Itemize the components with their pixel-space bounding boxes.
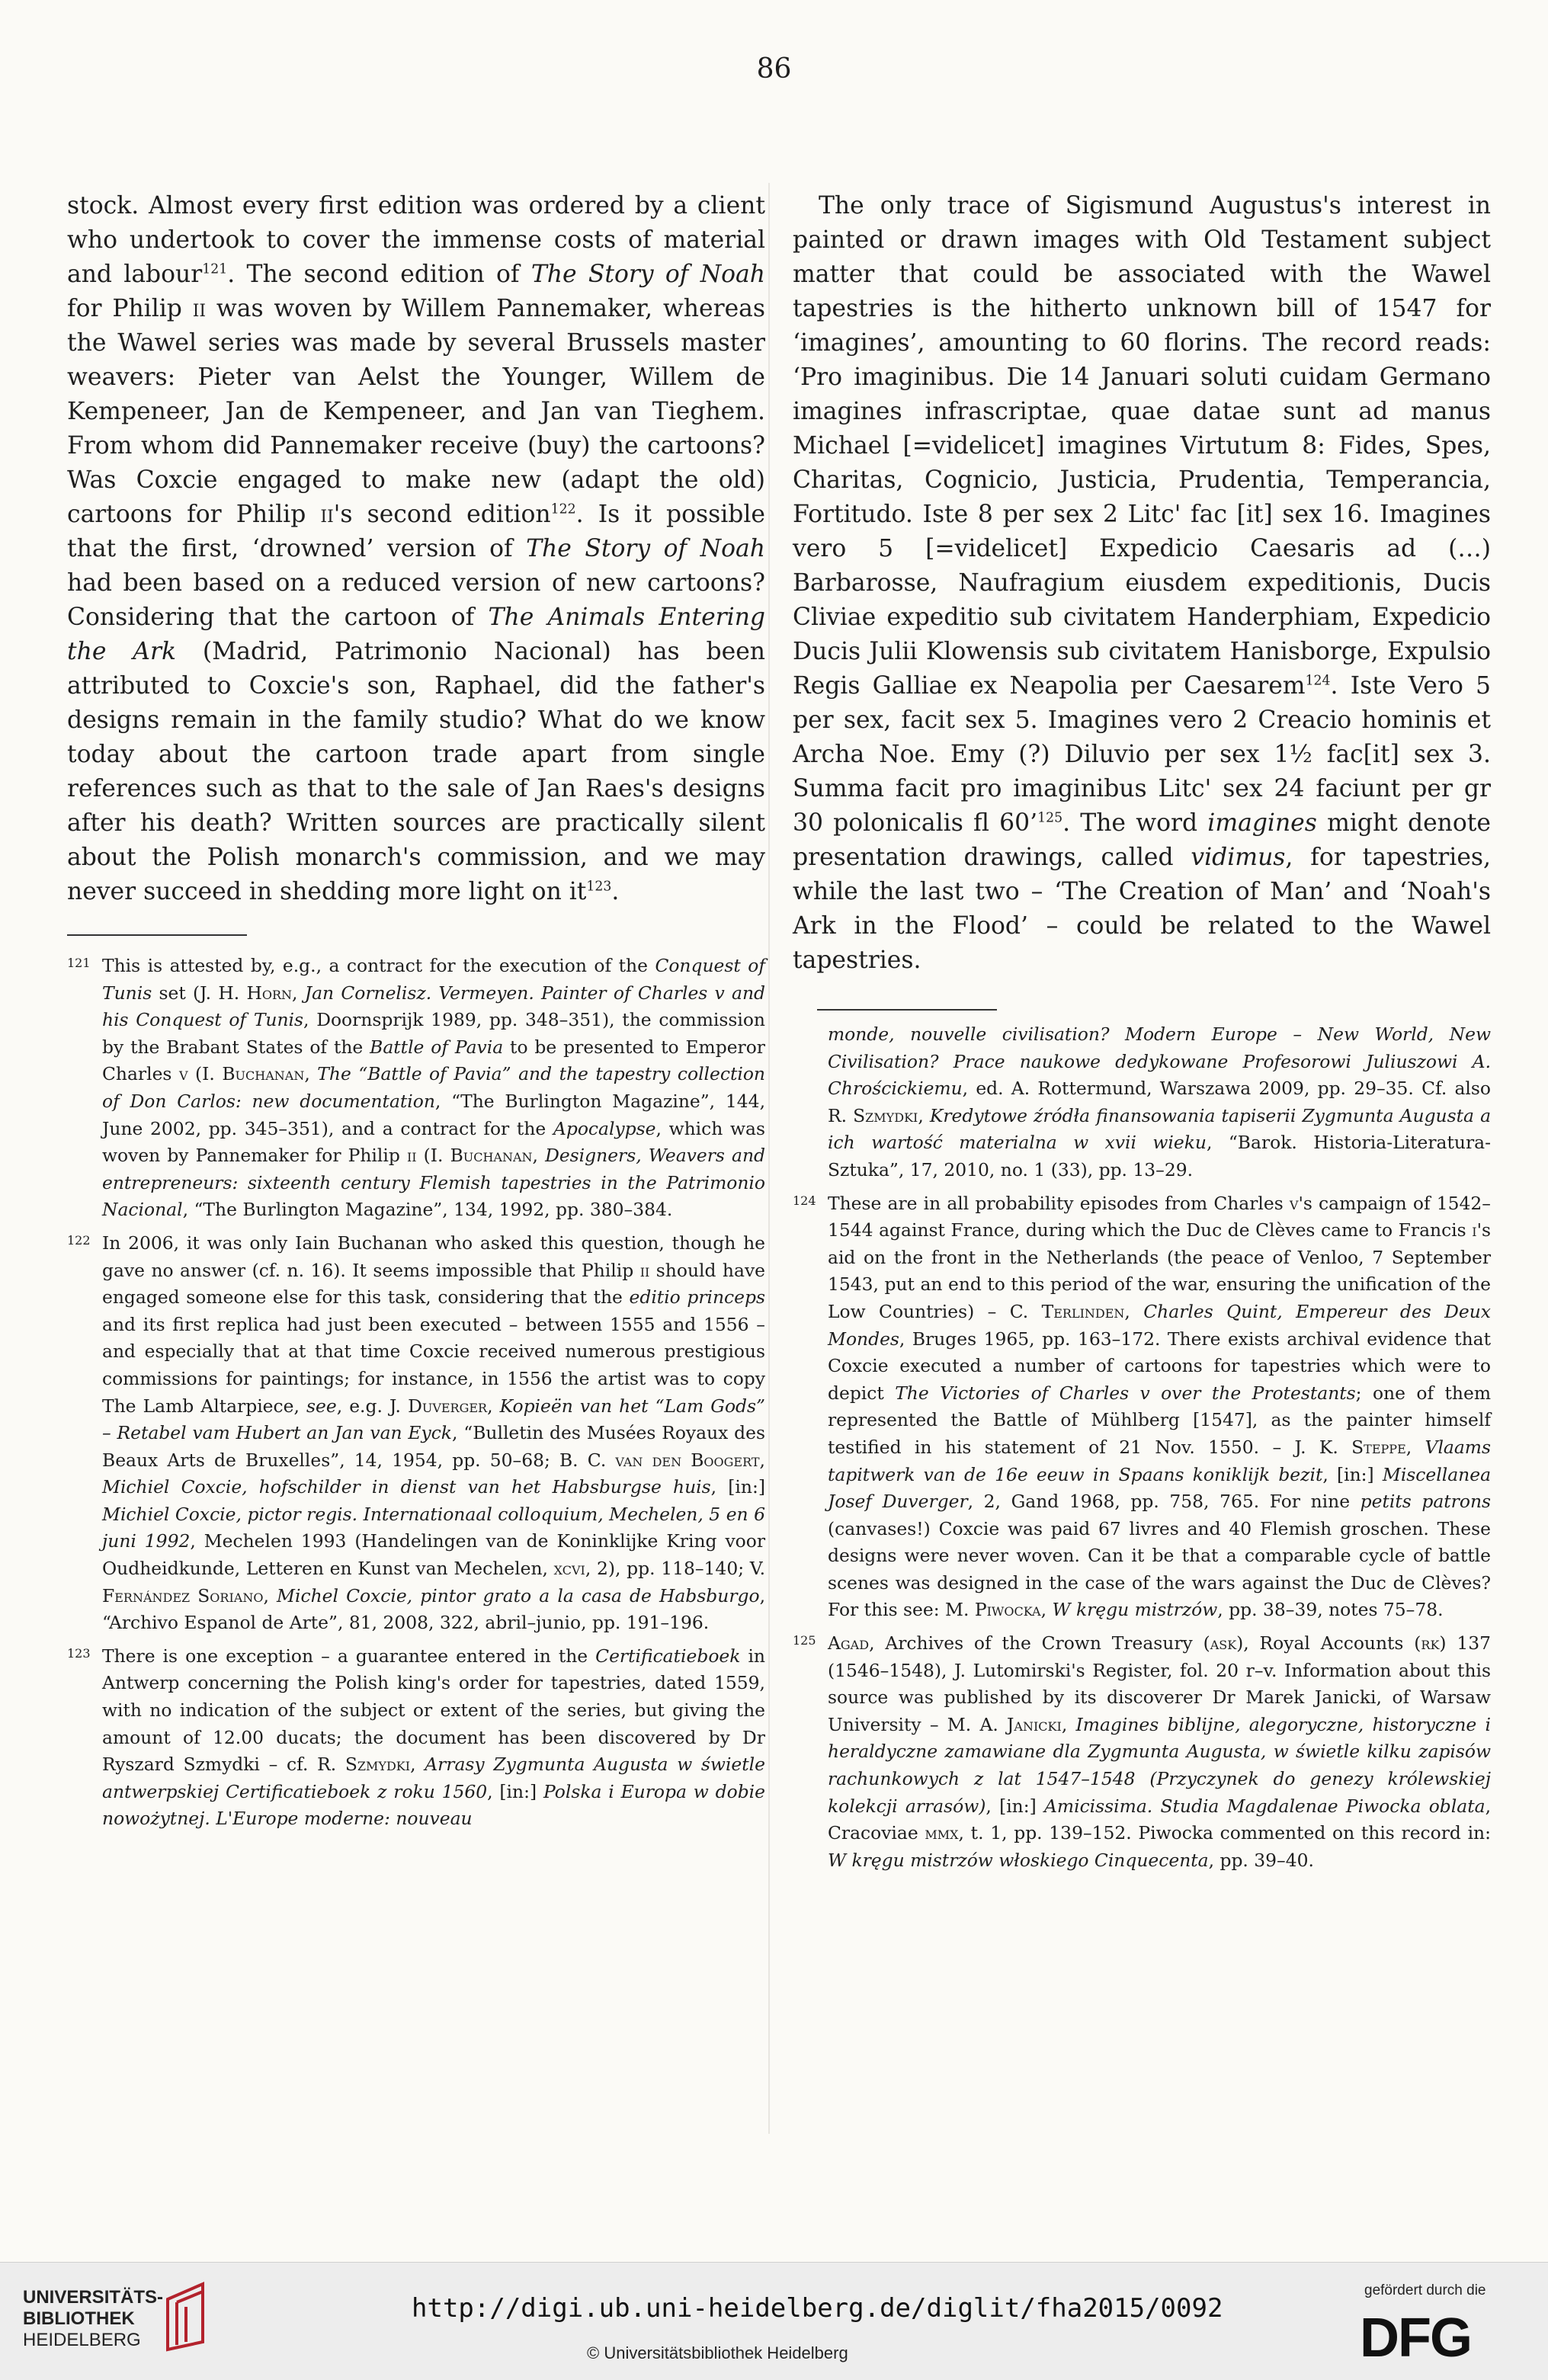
library-name-line1: UNIVERSITÄTS-: [23, 2287, 164, 2308]
footnote-123-continued: monde, nouvelle civilisation? Modern Europe – New World, New Civilisation? Prace naukowe dedykowane Profesorowi Juliuszowi A. Chrościckiemu, ed. A. Rottermund, Warszawa 2009, pp. 29–35. Cf. also R. Szmydki, Kredytowe źródła finansowania tapiserii Zygmunta Augusta a ich wartość materialna w xvii wieku, “Barok. Historia-Literatura-Sztuka”, 17, 2010, no. 1 (33), pp. 13–29.: [828, 1023, 1492, 1180]
right-footnotes: [793, 1021, 1491, 1880]
left-column-body: [67, 189, 765, 909]
dfg-logo[interactable]: DFG: [1360, 2308, 1471, 2369]
library-logo[interactable]: [23, 2287, 163, 2351]
footnote-rule: [67, 934, 247, 936]
body-paragraph: The only trace of Sigismund Augustus's interest in painted or drawn images with Old Testament subject matter that could be associated with the Wawel tapestries is the hitherto unknown bill of 1547 for ‘imagines’, amounting to 60 florins. The record reads: ‘Pro imaginibus. Die 14 Januari soluti cuidam Germano imagines infrascriptae, quae datae sunt ad manus Michael [=videlicet] imagines Virtutum 8: Fides, Spes, Charitas, Cognicio, Justicia, Prudentia, Temperancia, Fortitudo. Iste 8 per sex 2 Litc' fac [it] sex 16. Imagines vero 5 [=videlicet] Expedicio Caesaris ad (…) Barbarosse, Naufragium eiusdem expeditionis, Ducis Cliviae expeditio sub civitatem Handerphiam, Expedicio Ducis Julii Klowensis sub civitatem Hanisborge, Expulsio Regis Galliae ex Neapolia per Caesarem$^{124}$. Iste Vero 5 per sex, facit sex 5. Imagines vero 2 Creacio hominis et Archa Noe. Emy (?) Diluvio per sex 1½ fac[it] sex 3. Summa facit pro imaginibus Litc' sex 24 faciunt per gr 30 polonicalis fl 60’$^{125}$. The word imagines might denote presentation drawings, called vidimus, for tapestries, while the last two – ‘The Creation of Man’ and ‘Noah's Ark in the Flood’ – could be related to the Wawel tapestries.: [793, 192, 1492, 974]
footnote-125: 125 Agad, Archives of the Crown Treasury (ask), Royal Accounts (rk) 137 (1546–1548), J. Lutomirski's Register, fol. 20 r–v. Information about this source was published by its discoverer Dr Marek Janicki, of Warsaw University – M. A. Janicki, Imagines biblijne, alegoryczne, historyczne i heraldyczne zamawiane dla Zygmunta Augusta, w świetle kilku zapisów rachunkowych z lat 1547–1548 (Przyczynek do genezy królewskiej kolekcji arrasów), [in:] Amicissima. Studia Magdalenae Piwocka oblata, Cracoviae mmx, t. 1, pp. 139–152. Piwocka commented on this record in: W kręgu mistrzów włoskiego Cinquecenta, pp. 39–40.: [793, 1632, 1492, 1871]
library-name-line2: BIBLIOTHEK: [23, 2308, 135, 2329]
digitization-footer: [0, 2262, 1548, 2380]
footnote-121: 121 This is attested by, e.g., a contract for the execution of the Conquest of Tunis set (J. H. Horn, Jan Cornelisz. Vermeyen. Painter of Charles v and his Conquest of Tunis, Doornsprijk 1989, pp. 348–351), the commission by the Brabant States of the Battle of Pavia to be presented to Emperor Charles v (I. Buchanan, The “Battle of Pavia” and the tapestry collection of Don Carlos: new documentation, “The Burlington Magazine”, 144, June 2002, pp. 345–351), and a contract for the Apocalypse, which was woven by Pannemaker for Philip ii (I. Buchanan, Designers, Weavers and entrepreneurs: sixteenth century Flemish tapestries in the Patrimonio Nacional, “The Burlington Magazine”, 134, 1992, pp. 380–384.: [67, 955, 765, 1221]
page-number: 86: [756, 53, 792, 85]
left-footnotes: [67, 953, 765, 1839]
footnote-123: 123 There is one exception – a guarantee entered in the Certificatieboek in Antwerp concerning the Polish king's order for tapestries, dated 1559, with no indication of the subject or extent of the series, but giving the amount of 12.00 ducats; the document has been discovered by Dr Ryszard Szmydki – cf. R. Szmydki, Arrasy Zygmunta Augusta w świetle antwerpskiej Certificatieboek z roku 1560, [in:] Polska i Europa w dobie nowożytnej. L'Europe moderne: nouveau: [67, 1645, 765, 1830]
right-column-body: [793, 189, 1491, 978]
library-name-line3: HEIDELBERG: [23, 2330, 141, 2350]
footnote-rule: [817, 1009, 997, 1011]
column-divider: [768, 183, 770, 2134]
footnote-124: 124 These are in all probability episodes from Charles v's campaign of 1542–1544 against France, during which the Duc de Clèves came to Francis i's aid on the front in the Netherlands (the peace of Venloo, 7 September 1543, put an end to this period of the war, ensuring the unification of the Low Countries) – C. Terlinden, Charles Quint, Empereur des Deux Mondes, Bruges 1965, pp. 163–172. There exists archival evidence that Coxcie executed a number of cartoons for tapestries which were to depict The Victories of Charles v over the Protestants; one of them represented the Battle of Mühlberg [1547], as the painter himself testified in his statement of 21 Nov. 1550. – J. K. Steppe, Vlaams tapitwerk van de 16e eeuw in Spaans koniklijk bezit, [in:] Miscellanea Josef Duverger, 2, Gand 1968, pp. 758, 765. For nine petits patrons (canvases!) Coxcie was paid 67 livres and 40 Flemish groschen. These designs were never woven. Can it be that a comparable cycle of battle scenes was designed in the case of the wars against the Duc de Clèves? For this see: M. Piwocka, W kręgu mistrzów, pp. 38–39, notes 75–78.: [793, 1192, 1492, 1621]
copyright-text: © Universitätsbibliothek Heidelberg: [587, 2343, 848, 2362]
library-emblem-icon: [157, 2279, 226, 2353]
body-paragraph: stock. Almost every first edition was ordered by a client who undertook to cover the immense costs of material and labour$^{121}$. The second edition of The Story of Noah for Philip ii was woven by Willem Pannemaker, whereas the Wawel series was made by several Brussels master weavers: Pieter van Aelst the Younger, Willem de Kempeneer, Jan de Kempeneer, and Jan van Tieghem. From whom did Pannemaker receive (buy) the cartoons? Was Coxcie engaged to make new (adapt the old) cartoons for Philip ii's second edition$^{122}$. Is it possible that the first, ‘drowned’ version of The Story of Noah had been based on a reduced version of new cartoons? Considering that the cartoon of The Animals Entering the Ark (Madrid, Patrimonio Nacional) has been attributed to Coxcie's son, Raphael, did the father's designs remain in the family studio? What do we know today about the cartoon trade apart from single references such as that to the sale of Jan Raes's designs after his death? Written sources are practically silent about the Polish monarch's commission, and we may never succeed in shedding more light on $it^{123}$.: [67, 192, 766, 905]
footnote-122: 122 In 2006, it was only Iain Buchanan who asked this question, though he gave no answer (cf. n. 16). It seems impossible that Philip ii should have engaged someone else for this task, considering that the editio princeps and its first replica had just been executed – between 1555 and 1556 – and especially that at that time Coxcie received numerous prestigious commissions for paintings; for instance, in 1556 the artist was to copy The Lamb Altarpiece, see, e.g. J. Duverger, Kopieën van het “Lam Gods” – Retabel vam Hubert an Jan van Eyck, “Bulletin des Musées Royaux des Beaux Arts de Bruxelles”, 14, 1954, pp. 50–68; B. C. van den Boogert, Michiel Coxcie, hofschilder in dienst van het Habsburgse huis, [in:] Michiel Coxcie, pictor regis. Internationaal colloquium, Mechelen, 5 en 6 juni 1992, Mechelen 1993 (Handelingen van de Koninklijke Kring voor Oudheidkunde, Letteren en Kunst van Mechelen, xcvi, 2), pp. 118–140; V. Fernández Soriano, Michel Coxcie, pintor grato a la casa de Habsburgo, “Archivo Espanol de Arte”, 81, 2008, 322, abril–junio, pp. 191–196.: [67, 1232, 766, 1634]
funded-by-text: gefördert durch die: [1364, 2282, 1486, 2298]
source-url-link[interactable]: http://digi.ub.uni-heidelberg.de/diglit/fha2015/0092: [412, 2293, 1223, 2324]
